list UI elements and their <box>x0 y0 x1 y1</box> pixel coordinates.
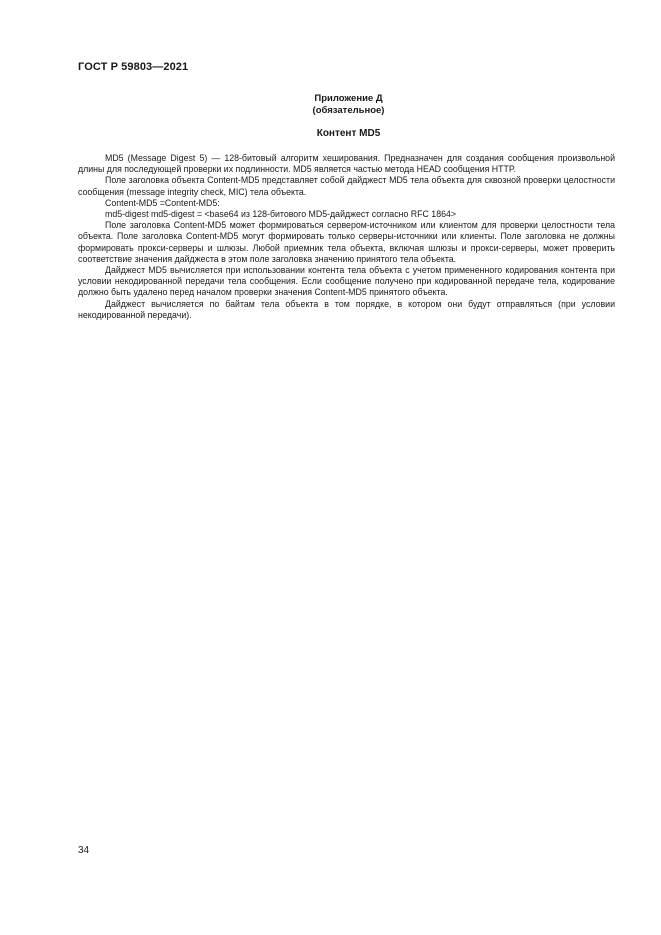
annex-title-block <box>0 93 661 117</box>
annex-label: Приложение Д <box>314 93 383 104</box>
paragraph-byte-order: Дайджест вычисляется по байтам тела объекта в том порядке, в котором они будут отправляться (при условии некодированной передачи). <box>78 298 615 320</box>
syntax-line-content-md5: Content-MD5 =Content-MD5: <box>105 197 220 208</box>
paragraph-md5-definition: MD5 (Message Digest 5) — 128-битовый алгоритм хеширования. Предназначен для создания сообщения произвольной длины для последующей проверки их подлинности. MD5 является частью метода HEAD сообщения HTTP. <box>78 153 615 175</box>
document-header-standard-code: ГОСТ Р 59803—2021 <box>78 61 189 73</box>
paragraph-digest-calculation: Дайджест MD5 вычисляется при использовании контента тела объекта с учетом примененного кодирования контента при условии некодированной передачи тела сообщения. Если сообщение получено при кодированной передаче тела, кодирование должно быть удалено перед началом проверки значения Content-MD5 принятого объекта. <box>78 265 615 298</box>
annex-heading: Контент MD5 <box>316 128 381 139</box>
annex-status: (обязательное) <box>312 105 385 116</box>
paragraph-content-md5-field: Поле заголовка объекта Content-MD5 представляет собой дайджест MD5 тела объекта для сквозной проверки целостности сообщения (message integrity check, MIC) тела объекта. <box>78 175 615 197</box>
annex-body <box>78 153 615 321</box>
page-number: 34 <box>78 845 90 856</box>
syntax-line-md5-digest: md5-digest md5-digest = <base64 из 128-битового MD5-дайджест согласно RFC 1864> <box>105 209 457 220</box>
paragraph-field-generation: Поле заголовка Content-MD5 может формироваться сервером-источником или клиентом для проверки целостности тела объекта. Поле заголовка Content-MD5 могут формировать только серверы-источники или клиенты. Поле заголовка не должны формировать прокси-серверы и шлюзы. Любой приемник тела объекта, включая шлюзы и прокси-серверы, может проверить соответствие значения дайджеста в этом поле заголовка значению принятого тела объекта. <box>78 220 615 264</box>
